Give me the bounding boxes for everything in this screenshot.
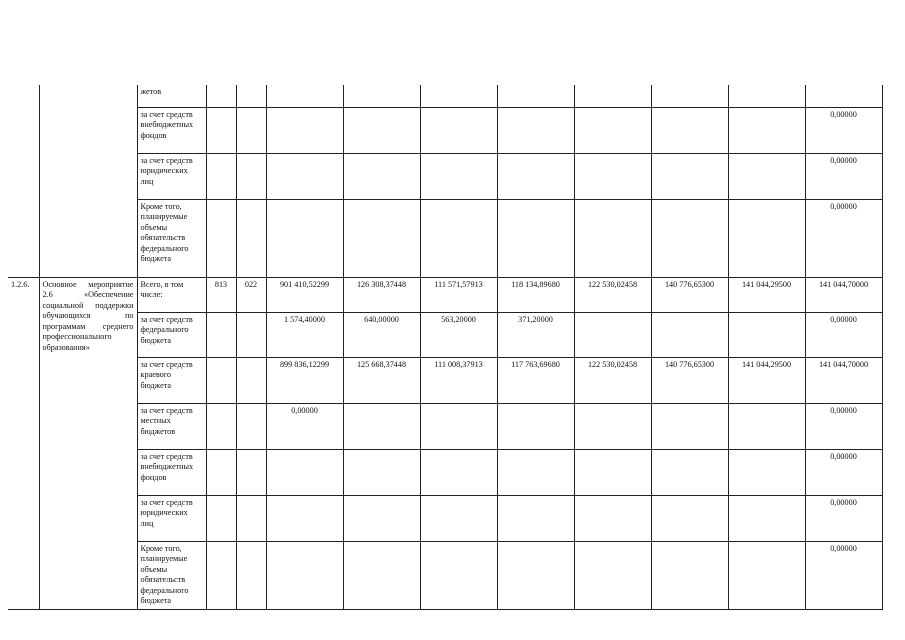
value-cell (343, 449, 420, 495)
value-cell (651, 403, 728, 449)
value-cell (343, 403, 420, 449)
empty-cell (206, 449, 236, 495)
table-row (8, 153, 882, 199)
item-name: Основное мероприятие 2.6 «Обеспечение социальной поддержки обучающихся по программам среднего профессионального образования» (39, 277, 137, 610)
value-cell: 371,20000 (497, 312, 574, 357)
source-cell: за счет средств внебюджетных фондов (137, 449, 206, 495)
value-cell: 0,00000 (805, 449, 882, 495)
value-cell: 111 571,57913 (420, 277, 497, 312)
table-row (8, 541, 882, 610)
source-cell: жетов (137, 85, 206, 107)
empty-cell (497, 153, 574, 199)
source-cell: Кроме того, планируемые объемы обязательств федерального бюджета (137, 541, 206, 610)
table-row (8, 449, 882, 495)
value-cell: 141 044,70000 (805, 357, 882, 403)
value-cell: 901 410,52299 (266, 277, 343, 312)
value-cell: 1 574,40000 (266, 312, 343, 357)
empty-cell (236, 357, 266, 403)
empty-cell (343, 153, 420, 199)
empty-cell (266, 153, 343, 199)
value-cell (574, 449, 651, 495)
source-cell: за счет средств федерального бюджета (137, 312, 206, 357)
value-cell (728, 403, 805, 449)
empty-cell (206, 541, 236, 610)
empty-cell (236, 403, 266, 449)
value-cell (574, 541, 651, 610)
table-row (8, 312, 882, 357)
source-cell: за счет средств юридических лиц (137, 153, 206, 199)
total-cell: 0,00000 (805, 153, 882, 199)
value-cell: 0,00000 (266, 403, 343, 449)
value-cell (266, 449, 343, 495)
value-cell (574, 495, 651, 541)
empty-cell (574, 199, 651, 277)
table-row (8, 495, 882, 541)
empty-cell (728, 199, 805, 277)
value-cell: 126 308,37448 (343, 277, 420, 312)
empty-cell (574, 153, 651, 199)
value-cell: 0,00000 (805, 403, 882, 449)
empty-cell (497, 199, 574, 277)
empty-cell (420, 199, 497, 277)
empty-cell (206, 357, 236, 403)
value-cell: 563,20000 (420, 312, 497, 357)
value-cell (343, 495, 420, 541)
table-row (8, 107, 882, 153)
value-cell (420, 495, 497, 541)
empty-cell (728, 107, 805, 153)
value-cell (497, 541, 574, 610)
value-cell (266, 541, 343, 610)
value-cell: 125 668,37448 (343, 357, 420, 403)
value-cell: 141 044,29500 (728, 357, 805, 403)
source-cell: Всего, в том числе: (137, 277, 206, 312)
value-cell (728, 541, 805, 610)
table-row (8, 85, 882, 107)
empty-cell (236, 199, 266, 277)
value-cell: 111 008,37913 (420, 357, 497, 403)
value-cell (651, 312, 728, 357)
empty-cell (420, 153, 497, 199)
value-cell: 140 776,65300 (651, 357, 728, 403)
empty-cell (420, 107, 497, 153)
value-cell (728, 495, 805, 541)
empty-cell (497, 107, 574, 153)
total-cell: 0,00000 (805, 199, 882, 277)
value-cell: 899 836,12299 (266, 357, 343, 403)
value-cell (728, 312, 805, 357)
value-cell (728, 449, 805, 495)
value-cell: 117 763,69680 (497, 357, 574, 403)
number-cell-prev (8, 85, 39, 277)
table-row (8, 403, 882, 449)
value-cell (497, 403, 574, 449)
value-cell: 640,00000 (343, 312, 420, 357)
empty-cell (651, 107, 728, 153)
value-cell: 0,00000 (805, 495, 882, 541)
empty-cell (651, 199, 728, 277)
value-cell: 122 530,02458 (574, 357, 651, 403)
source-cell: за счет средств краевого бюджета (137, 357, 206, 403)
value-cell: 0,00000 (805, 541, 882, 610)
value-cell: 118 134,89680 (497, 277, 574, 312)
value-cell: 0,00000 (805, 312, 882, 357)
table-row (8, 357, 882, 403)
empty-cell (236, 541, 266, 610)
empty-cell (343, 199, 420, 277)
empty-cell (206, 107, 236, 153)
empty-cell (236, 153, 266, 199)
empty-cell (651, 153, 728, 199)
value-cell: 140 776,65300 (651, 277, 728, 312)
total-cell (805, 85, 882, 107)
empty-cell (343, 107, 420, 153)
source-cell: Кроме того, планируемые объемы обязательств федерального бюджета (137, 199, 206, 277)
empty-cell (206, 153, 236, 199)
source-cell: за счет средств юридических лиц (137, 495, 206, 541)
empty-cell (236, 495, 266, 541)
value-cell (497, 449, 574, 495)
value-cell (651, 495, 728, 541)
empty-cell (266, 199, 343, 277)
grbs-cell: 813 (206, 277, 236, 312)
empty-cell (574, 107, 651, 153)
source-cell: за счет средств внебюджетных фондов (137, 107, 206, 153)
empty-cell (206, 312, 236, 357)
empty-cell (236, 107, 266, 153)
empty-cell (206, 403, 236, 449)
value-cell: 141 044,29500 (728, 277, 805, 312)
name-cell-prev (39, 85, 137, 277)
source-cell: за счет средств местных бюджетов (137, 403, 206, 449)
value-cell (651, 449, 728, 495)
empty-cell (236, 449, 266, 495)
table-row (8, 277, 882, 312)
empty-cell (206, 199, 236, 277)
total-cell: 0,00000 (805, 107, 882, 153)
value-cell (266, 495, 343, 541)
value-cell (497, 495, 574, 541)
value-cell: 122 530,02458 (574, 277, 651, 312)
value-cell (420, 403, 497, 449)
value-cell (574, 403, 651, 449)
empty-cell (728, 153, 805, 199)
item-number: 1.2.6. (8, 277, 39, 610)
budget-table (8, 85, 883, 610)
value-cell: 141 044,70000 (805, 277, 882, 312)
empty-cell (266, 107, 343, 153)
empty-cell (236, 312, 266, 357)
empty-cell (206, 495, 236, 541)
value-cell (651, 541, 728, 610)
value-cell (343, 541, 420, 610)
table-row (8, 199, 882, 277)
value-cell (420, 541, 497, 610)
value-cell (574, 312, 651, 357)
value-cell (420, 449, 497, 495)
rzpr-cell: 022 (236, 277, 266, 312)
